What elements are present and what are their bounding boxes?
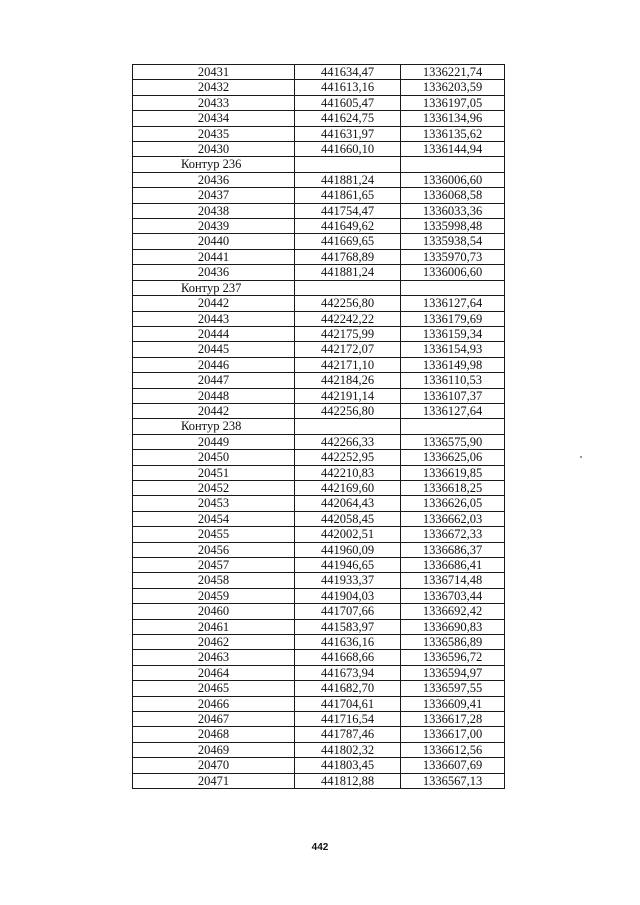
point-number-cell: 20460 xyxy=(133,604,295,619)
x-coordinate-cell: 441754,47 xyxy=(295,203,401,218)
point-number-cell: 20439 xyxy=(133,219,295,234)
point-number-cell: 20451 xyxy=(133,465,295,480)
point-number-cell: 20432 xyxy=(133,80,295,95)
x-coordinate-cell: 441881,24 xyxy=(295,265,401,280)
point-number-cell: 20436 xyxy=(133,265,295,280)
table-row xyxy=(133,373,505,388)
empty-cell xyxy=(401,157,505,172)
point-number-cell: 20470 xyxy=(133,758,295,773)
contour-heading: Контур 236 xyxy=(133,157,295,172)
table-row xyxy=(133,542,505,557)
table-row xyxy=(133,742,505,757)
x-coordinate-cell: 441605,47 xyxy=(295,95,401,110)
table-row xyxy=(133,296,505,311)
point-number-cell: 20434 xyxy=(133,111,295,126)
x-coordinate-cell: 442064,43 xyxy=(295,496,401,511)
point-number-cell: 20443 xyxy=(133,311,295,326)
point-number-cell: 20465 xyxy=(133,681,295,696)
y-coordinate-cell: 1336110,53 xyxy=(401,373,505,388)
point-number-cell: 20466 xyxy=(133,696,295,711)
point-number-cell: 20437 xyxy=(133,188,295,203)
y-coordinate-cell: 1336135,62 xyxy=(401,126,505,141)
x-coordinate-cell: 441669,65 xyxy=(295,234,401,249)
x-coordinate-cell: 442002,51 xyxy=(295,527,401,542)
table-row xyxy=(133,681,505,696)
table-row xyxy=(133,773,505,788)
point-number-cell: 20450 xyxy=(133,450,295,465)
x-coordinate-cell: 442172,07 xyxy=(295,342,401,357)
y-coordinate-cell: 1336625,06 xyxy=(401,450,505,465)
contour-heading-row xyxy=(133,419,505,434)
y-coordinate-cell: 1336672,33 xyxy=(401,527,505,542)
x-coordinate-cell: 442242,22 xyxy=(295,311,401,326)
y-coordinate-cell: 1336596,72 xyxy=(401,650,505,665)
y-coordinate-cell: 1335938,54 xyxy=(401,234,505,249)
empty-cell xyxy=(401,419,505,434)
table-row xyxy=(133,588,505,603)
y-coordinate-cell: 1336203,59 xyxy=(401,80,505,95)
y-coordinate-cell: 1336619,85 xyxy=(401,465,505,480)
table-row xyxy=(133,619,505,634)
x-coordinate-cell: 441634,47 xyxy=(295,65,401,80)
point-number-cell: 20456 xyxy=(133,542,295,557)
x-coordinate-cell: 441673,94 xyxy=(295,665,401,680)
x-coordinate-cell: 441904,03 xyxy=(295,588,401,603)
coordinates-table-body xyxy=(133,65,505,789)
y-coordinate-cell: 1336033,36 xyxy=(401,203,505,218)
table-row xyxy=(133,326,505,341)
scan-speck xyxy=(580,456,582,458)
y-coordinate-cell: 1336567,13 xyxy=(401,773,505,788)
x-coordinate-cell: 442256,80 xyxy=(295,403,401,418)
y-coordinate-cell: 1336626,05 xyxy=(401,496,505,511)
point-number-cell: 20452 xyxy=(133,480,295,495)
point-number-cell: 20455 xyxy=(133,527,295,542)
table-row xyxy=(133,604,505,619)
point-number-cell: 20463 xyxy=(133,650,295,665)
page-number: 442 xyxy=(311,842,329,853)
point-number-cell: 20448 xyxy=(133,388,295,403)
x-coordinate-cell: 441660,10 xyxy=(295,142,401,157)
table-row xyxy=(133,234,505,249)
point-number-cell: 20468 xyxy=(133,727,295,742)
coordinates-table xyxy=(132,64,505,789)
y-coordinate-cell: 1336221,74 xyxy=(401,65,505,80)
y-coordinate-cell: 1336690,83 xyxy=(401,619,505,634)
x-coordinate-cell: 441707,66 xyxy=(295,604,401,619)
x-coordinate-cell: 441704,61 xyxy=(295,696,401,711)
x-coordinate-cell: 441636,16 xyxy=(295,635,401,650)
y-coordinate-cell: 1336144,94 xyxy=(401,142,505,157)
table-row xyxy=(133,727,505,742)
x-coordinate-cell: 441716,54 xyxy=(295,712,401,727)
y-coordinate-cell: 1336575,90 xyxy=(401,434,505,449)
point-number-cell: 20459 xyxy=(133,588,295,603)
point-number-cell: 20469 xyxy=(133,742,295,757)
point-number-cell: 20464 xyxy=(133,665,295,680)
table-row xyxy=(133,712,505,727)
y-coordinate-cell: 1336127,64 xyxy=(401,296,505,311)
table-row xyxy=(133,496,505,511)
table-row xyxy=(133,188,505,203)
point-number-cell: 20431 xyxy=(133,65,295,80)
y-coordinate-cell: 1336617,00 xyxy=(401,727,505,742)
point-number-cell: 20444 xyxy=(133,326,295,341)
x-coordinate-cell: 441631,97 xyxy=(295,126,401,141)
y-coordinate-cell: 1336006,60 xyxy=(401,172,505,187)
table-row xyxy=(133,95,505,110)
point-number-cell: 20436 xyxy=(133,172,295,187)
empty-cell xyxy=(295,419,401,434)
y-coordinate-cell: 1336692,42 xyxy=(401,604,505,619)
y-coordinate-cell: 1336703,44 xyxy=(401,588,505,603)
y-coordinate-cell: 1336714,48 xyxy=(401,573,505,588)
y-coordinate-cell: 1336149,98 xyxy=(401,357,505,372)
y-coordinate-cell: 1336134,96 xyxy=(401,111,505,126)
y-coordinate-cell: 1336617,28 xyxy=(401,712,505,727)
table-row xyxy=(133,650,505,665)
point-number-cell: 20467 xyxy=(133,712,295,727)
table-row xyxy=(133,311,505,326)
x-coordinate-cell: 442171,10 xyxy=(295,357,401,372)
point-number-cell: 20435 xyxy=(133,126,295,141)
contour-heading-row xyxy=(133,157,505,172)
x-coordinate-cell: 441960,09 xyxy=(295,542,401,557)
point-number-cell: 20462 xyxy=(133,635,295,650)
x-coordinate-cell: 441583,97 xyxy=(295,619,401,634)
y-coordinate-cell: 1336586,89 xyxy=(401,635,505,650)
table-row xyxy=(133,635,505,650)
table-row xyxy=(133,265,505,280)
x-coordinate-cell: 441803,45 xyxy=(295,758,401,773)
x-coordinate-cell: 441668,66 xyxy=(295,650,401,665)
empty-cell xyxy=(295,157,401,172)
table-row xyxy=(133,219,505,234)
table-row xyxy=(133,573,505,588)
contour-heading: Контур 238 xyxy=(133,419,295,434)
x-coordinate-cell: 441613,16 xyxy=(295,80,401,95)
point-number-cell: 20441 xyxy=(133,249,295,264)
point-number-cell: 20471 xyxy=(133,773,295,788)
point-number-cell: 20445 xyxy=(133,342,295,357)
table-row xyxy=(133,65,505,80)
x-coordinate-cell: 442210,83 xyxy=(295,465,401,480)
x-coordinate-cell: 441787,46 xyxy=(295,727,401,742)
table-row xyxy=(133,126,505,141)
table-row xyxy=(133,111,505,126)
table-row xyxy=(133,480,505,495)
table-row xyxy=(133,696,505,711)
table-row xyxy=(133,465,505,480)
x-coordinate-cell: 442191,14 xyxy=(295,388,401,403)
point-number-cell: 20461 xyxy=(133,619,295,634)
point-number-cell: 20454 xyxy=(133,511,295,526)
x-coordinate-cell: 441946,65 xyxy=(295,558,401,573)
contour-heading: Контур 237 xyxy=(133,280,295,295)
x-coordinate-cell: 442175,99 xyxy=(295,326,401,341)
x-coordinate-cell: 442256,80 xyxy=(295,296,401,311)
table-row xyxy=(133,758,505,773)
table-row xyxy=(133,403,505,418)
point-number-cell: 20457 xyxy=(133,558,295,573)
table-row xyxy=(133,388,505,403)
y-coordinate-cell: 1336609,41 xyxy=(401,696,505,711)
table-row xyxy=(133,172,505,187)
x-coordinate-cell: 441682,70 xyxy=(295,681,401,696)
x-coordinate-cell: 441649,62 xyxy=(295,219,401,234)
contour-heading-row xyxy=(133,280,505,295)
y-coordinate-cell: 1336612,56 xyxy=(401,742,505,757)
point-number-cell: 20446 xyxy=(133,357,295,372)
point-number-cell: 20449 xyxy=(133,434,295,449)
x-coordinate-cell: 441881,24 xyxy=(295,172,401,187)
y-coordinate-cell: 1336107,37 xyxy=(401,388,505,403)
x-coordinate-cell: 442252,95 xyxy=(295,450,401,465)
x-coordinate-cell: 442058,45 xyxy=(295,511,401,526)
y-coordinate-cell: 1336662,03 xyxy=(401,511,505,526)
x-coordinate-cell: 441624,75 xyxy=(295,111,401,126)
point-number-cell: 20442 xyxy=(133,403,295,418)
point-number-cell: 20438 xyxy=(133,203,295,218)
x-coordinate-cell: 441802,32 xyxy=(295,742,401,757)
table-row xyxy=(133,357,505,372)
x-coordinate-cell: 442184,26 xyxy=(295,373,401,388)
table-row xyxy=(133,80,505,95)
y-coordinate-cell: 1336006,60 xyxy=(401,265,505,280)
table-row xyxy=(133,203,505,218)
y-coordinate-cell: 1336159,34 xyxy=(401,326,505,341)
table-row xyxy=(133,434,505,449)
table-row xyxy=(133,450,505,465)
empty-cell xyxy=(295,280,401,295)
y-coordinate-cell: 1335998,48 xyxy=(401,219,505,234)
y-coordinate-cell: 1336179,69 xyxy=(401,311,505,326)
y-coordinate-cell: 1336154,93 xyxy=(401,342,505,357)
table-row xyxy=(133,558,505,573)
y-coordinate-cell: 1335970,73 xyxy=(401,249,505,264)
table-row xyxy=(133,249,505,264)
y-coordinate-cell: 1336127,64 xyxy=(401,403,505,418)
x-coordinate-cell: 441861,65 xyxy=(295,188,401,203)
x-coordinate-cell: 442169,60 xyxy=(295,480,401,495)
y-coordinate-cell: 1336686,41 xyxy=(401,558,505,573)
point-number-cell: 20430 xyxy=(133,142,295,157)
y-coordinate-cell: 1336686,37 xyxy=(401,542,505,557)
point-number-cell: 20453 xyxy=(133,496,295,511)
x-coordinate-cell: 442266,33 xyxy=(295,434,401,449)
table-row xyxy=(133,342,505,357)
y-coordinate-cell: 1336618,25 xyxy=(401,480,505,495)
x-coordinate-cell: 441933,37 xyxy=(295,573,401,588)
x-coordinate-cell: 441768,89 xyxy=(295,249,401,264)
y-coordinate-cell: 1336594,97 xyxy=(401,665,505,680)
x-coordinate-cell: 441812,88 xyxy=(295,773,401,788)
table-row xyxy=(133,527,505,542)
empty-cell xyxy=(401,280,505,295)
y-coordinate-cell: 1336607,69 xyxy=(401,758,505,773)
point-number-cell: 20458 xyxy=(133,573,295,588)
point-number-cell: 20440 xyxy=(133,234,295,249)
table-row xyxy=(133,511,505,526)
point-number-cell: 20447 xyxy=(133,373,295,388)
y-coordinate-cell: 1336597,55 xyxy=(401,681,505,696)
table-row xyxy=(133,142,505,157)
point-number-cell: 20442 xyxy=(133,296,295,311)
table-row xyxy=(133,665,505,680)
y-coordinate-cell: 1336197,05 xyxy=(401,95,505,110)
point-number-cell: 20433 xyxy=(133,95,295,110)
y-coordinate-cell: 1336068,58 xyxy=(401,188,505,203)
